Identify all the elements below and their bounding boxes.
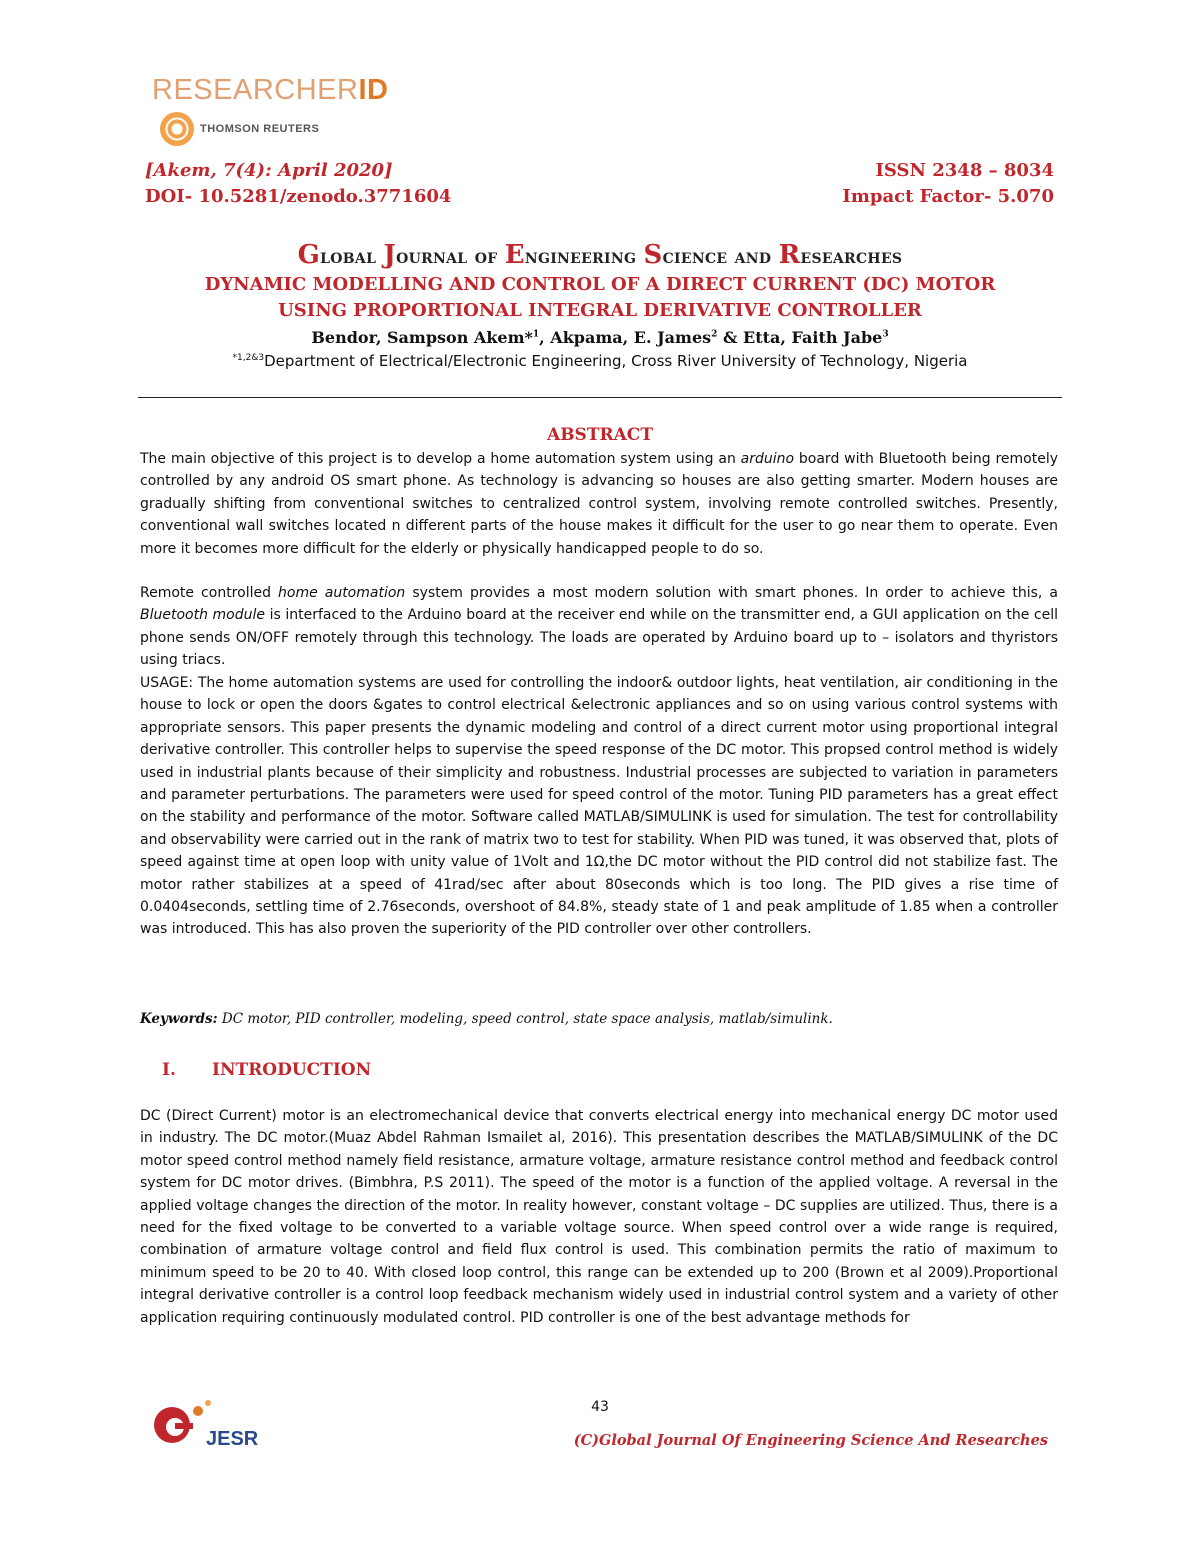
citation: [Akem, 7(4): April 2020] (145, 160, 393, 181)
journal-initial: G (297, 240, 321, 270)
journal-initial: J (383, 240, 397, 270)
abstract-paragraph (140, 448, 1058, 560)
journal-word: ngineering (524, 244, 637, 268)
keywords (140, 1011, 1058, 1027)
journal-word: ournal (396, 244, 468, 268)
divider (138, 397, 1062, 398)
journal-word: esearches (800, 244, 903, 268)
abstract-paragraph (140, 582, 1058, 672)
text: Remote controlled (140, 585, 279, 601)
affiliation-text: Department of Electrical/Electronic Engineering, Cross River University of Technology, Nigeria (264, 352, 968, 370)
journal-initial: R (778, 240, 801, 270)
copyright: (C)Global Journal Of Engineering Science And Researches (573, 1432, 1048, 1449)
author-sup: 3 (882, 329, 889, 340)
author: Bendor, Sampson Akem* (311, 328, 533, 347)
researcherid-logo (152, 74, 388, 107)
issn: ISSN 2348 – 8034 (875, 160, 1054, 181)
section-title: INTRODUCTION (212, 1060, 372, 1080)
author: , Akpama, E. James (539, 328, 712, 347)
impact-factor: Impact Factor- 5.070 (842, 186, 1054, 207)
text: system provides a most modern solution with smart phones. In order to achieve this, a (405, 585, 1058, 601)
doi: DOI- 10.5281/zenodo.3771604 (145, 186, 452, 207)
abstract-heading: ABSTRACT (547, 425, 653, 445)
thomson-reuters-logo (160, 112, 319, 146)
emphasis: Bluetooth module (140, 607, 266, 624)
thomson-reuters-icon (160, 112, 194, 146)
intro-paragraph: DC (Direct Current) motor is an electromechanical device that converts electrical energy into mechanical energy DC motor used in industry. The DC motor.(Muaz Abdel Rahman Ismailet al, 2016). This presentation describes the MATLAB/SIMULINK of the DC motor speed control method namely field resistance, armature voltage, armature resistance control method and feedback control system for DC motor drives. (Bimbhra, P.S 2011). The speed of the motor is a function of the applied voltage. A reversal in the applied voltage changes the direction of the motor. In reality however, constant voltage – DC supplies are utilized. Thus, there is a need for the fixed voltage to be converted to a variable voltage source. When speed control over a wide range is required, combination of armature voltage control and field flux control is used. This combination permits the ratio of maximum to minimum speed to be 20 to 40. With closed loop control, this range can be extended up to 200 (Brown et al 2009).Proportional integral derivative controller is a control loop feedback mechanism widely used in industrial control system and a variety of other application requiring continuously modulated control. PID controller is one of the best advantage methods for (140, 1108, 1058, 1326)
emphasis: arduino (740, 451, 795, 467)
gjesr-logo-text: JESR (206, 1428, 259, 1450)
author: & Etta, Faith Jabe (717, 328, 883, 347)
intro-heading (162, 1060, 371, 1080)
gjesr-logo-bar (175, 1423, 193, 1429)
journal-title (0, 240, 1200, 270)
page-number: 43 (591, 1399, 609, 1415)
keywords-label: Keywords: (140, 1011, 218, 1027)
journal-initial: E (504, 240, 525, 270)
abstract-paragraph: USAGE: The home automation systems are used for controlling the indoor& outdoor lights, heat ventilation, air conditioning in the house to lock or open the doors &gates to control electrical &electronic appliances and so on using various control systems with appropriate sensors. This paper presents the dynamic modeling and control of a direct current motor using proportional integral derivative controller. This controller helps to supervise the speed response of the DC motor. This propsed control method is widely used in industrial plants because of their simplicity and robustness. Industrial processes are subjected to variation in parameters and parameter perturbations. The parameters were used for speed control of the motor. Tuning PID parameters has a great effect on the stability and performance of the motor. Software called MATLAB/SIMULINK is used for simulation. The test for controllability and observability were carried out in the rank of matrix two to test for stability. When PID was tuned, it was observed that, plots of speed against time at open loop with unity value of 1Volt and 1Ω,the DC motor without the PID control did not stabilize fast. The motor rather stabilizes at a speed of 41rad/sec after about 80seconds which is too long. The PID gives a rise time of 0.0404seconds, settling time of 2.76seconds, overshoot of 84.8%, steady state of 1 and peak amplitude of 1.85 when a controller was introduced. This has also proven the superiority of the PID controller over other controllers. (140, 675, 1058, 938)
affiliation-sup: *1,2&3 (232, 353, 265, 363)
journal-initial: S (643, 240, 663, 270)
affiliation (0, 352, 1200, 370)
section-number: I. (162, 1060, 176, 1080)
paper-title-line-1: DYNAMIC MODELLING AND CONTROL OF A DIRECT CURRENT (DC) MOTOR (204, 274, 996, 295)
journal-word: and (734, 244, 772, 268)
author-sup: 2 (711, 329, 718, 340)
thomson-reuters-text: THOMSON REUTERS (200, 123, 320, 135)
emphasis: home automation (278, 585, 406, 601)
paper-title-line-2: USING PROPORTIONAL INTEGRAL DERIVATIVE CONTROLLER (278, 300, 922, 321)
journal-word: cience (662, 244, 728, 268)
text: The main objective of this project is to develop a home automation system using an (140, 451, 741, 467)
journal-word: lobal (320, 244, 377, 268)
authors (0, 328, 1200, 347)
keywords-text: DC motor, PID controller, modeling, speed control, state space analysis, matlab/simulink. (217, 1011, 833, 1027)
text: board with Bluetooth being remotely controlled by any android OS smart phone. As technology is advancing so houses are also getting smarter. Modern houses are gradually shifting from conventional switches to centralized control system, involving remote controlled switches. Presently, conventional wall switches located n different parts of the house makes it difficult for the user to go near them to operate. Even more it becomes more difficult for the elderly or physically handicapped people to do so. (140, 451, 1058, 557)
journal-word: of (474, 244, 498, 268)
text: is interfaced to the Arduino board at the receiver end while on the transmitter end, a GUI application on the cell phone sends ON/OFF remotely through this technology. The loads are operated by Arduino board up to – isolators and thyristors using triacs. (140, 607, 1058, 669)
researcherid-logo-text: RESEARCHER (152, 74, 359, 106)
author-sup: 1 (532, 329, 540, 340)
researcherid-logo-id: ID (358, 74, 389, 106)
